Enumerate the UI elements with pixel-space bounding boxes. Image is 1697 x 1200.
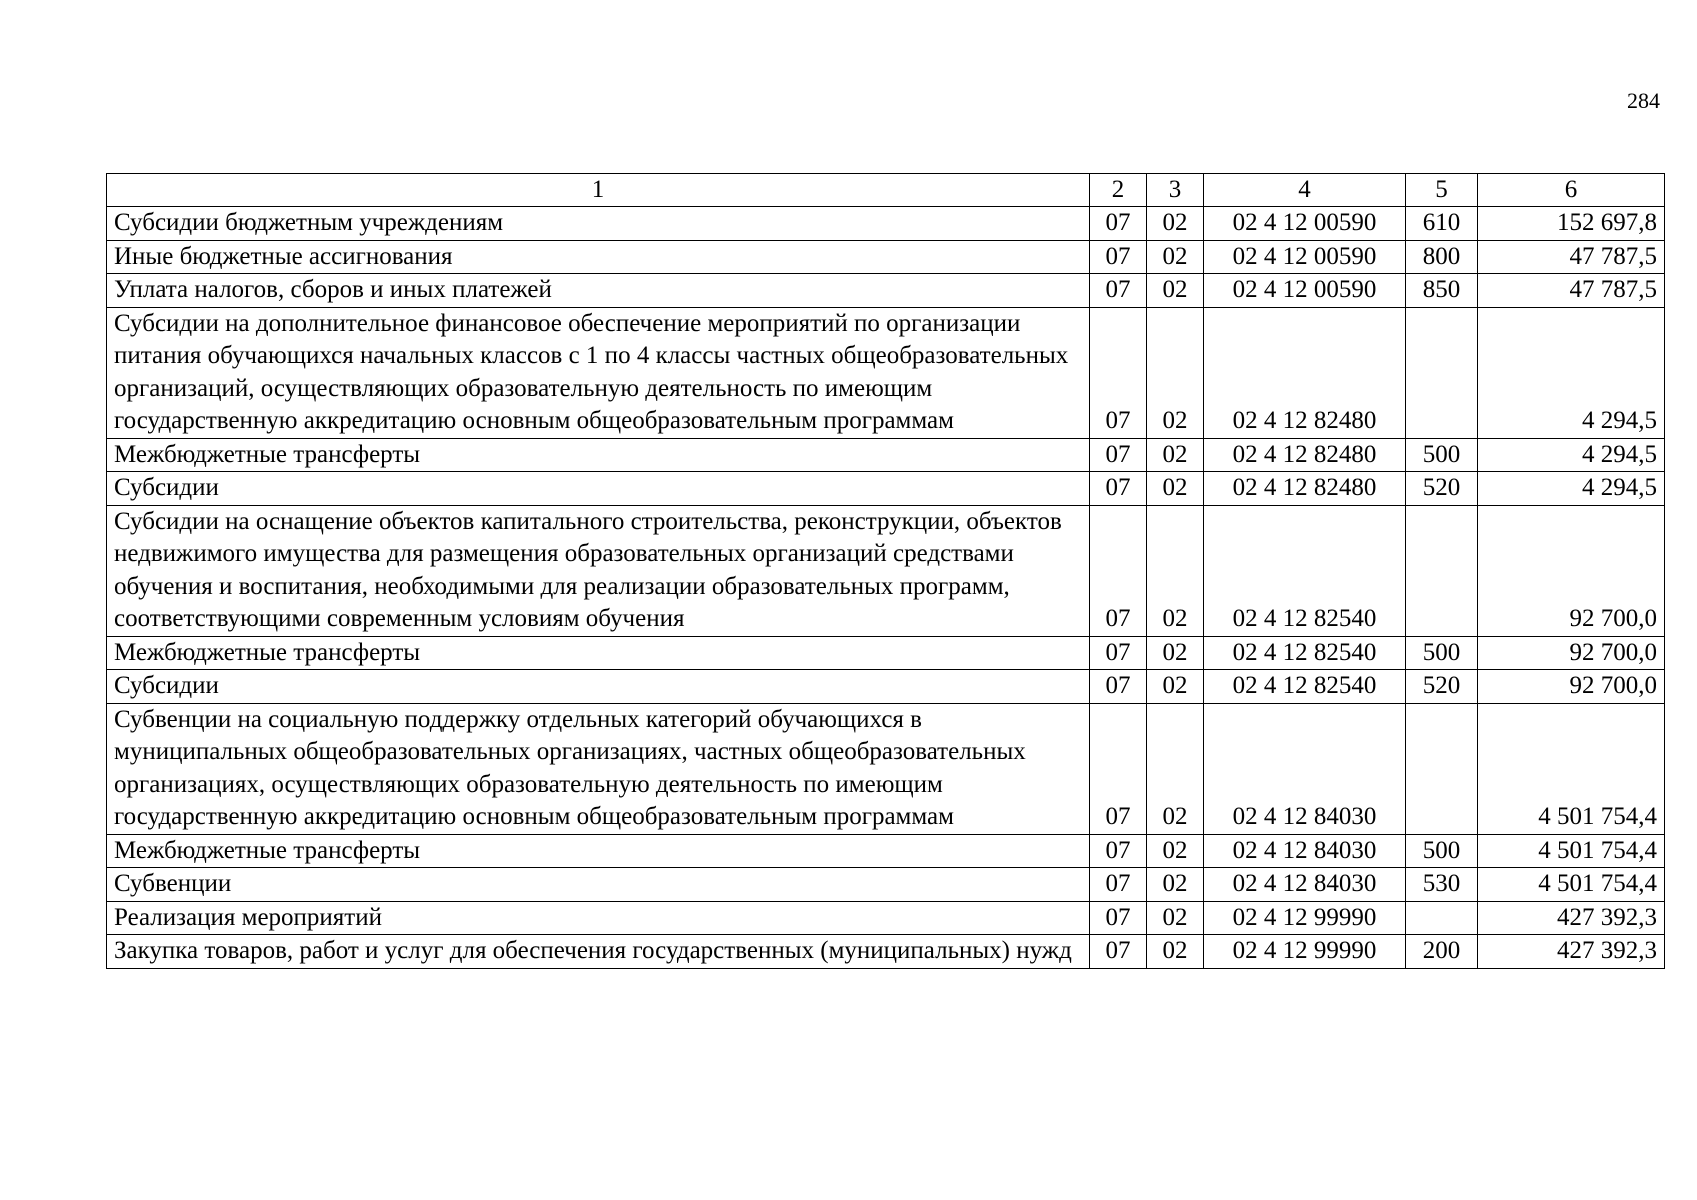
- target-article-cell: 02 4 12 99990: [1204, 935, 1406, 969]
- target-article-cell: 02 4 12 84030: [1204, 703, 1406, 834]
- amount-cell: 47 787,5: [1478, 240, 1665, 274]
- row-name-cell: Субсидии на дополнительное финансовое обеспечение мероприятий по организации питания обучающихся начальных классов с 1 по 4 классы частных общеобразовательных организаций, осуществляющих образовательную деятельность по имеющим государственную аккредитацию основным общеобразовательным программам: [107, 307, 1090, 438]
- subsection-cell: 02: [1147, 207, 1204, 241]
- table-row: [107, 307, 1665, 438]
- row-name-cell: Субсидии бюджетным учреждениям: [107, 207, 1090, 241]
- section-cell: 07: [1090, 834, 1147, 868]
- table-body: [107, 207, 1665, 969]
- amount-cell: 152 697,8: [1478, 207, 1665, 241]
- amount-cell: 92 700,0: [1478, 670, 1665, 704]
- subsection-cell: 02: [1147, 240, 1204, 274]
- expense-type-cell: 500: [1406, 636, 1478, 670]
- expense-type-cell: [1406, 505, 1478, 636]
- budget-table: [106, 173, 1665, 969]
- subsection-cell: 02: [1147, 901, 1204, 935]
- section-cell: 07: [1090, 703, 1147, 834]
- expense-type-cell: 610: [1406, 207, 1478, 241]
- amount-cell: 4 501 754,4: [1478, 834, 1665, 868]
- table-row: [107, 505, 1665, 636]
- subsection-cell: 02: [1147, 438, 1204, 472]
- expense-type-cell: 530: [1406, 868, 1478, 902]
- column-header: 5: [1406, 174, 1478, 207]
- row-name-cell: Субсидии: [107, 670, 1090, 704]
- row-name-cell: Иные бюджетные ассигнования: [107, 240, 1090, 274]
- section-cell: 07: [1090, 240, 1147, 274]
- row-name-cell: Субсидии на оснащение объектов капитального строительства, реконструкции, объектов недвижимого имущества для размещения образовательных организаций средствами обучения и воспитания, необходимыми для реализации образовательных программ, соответствующими современным условиям обучения: [107, 505, 1090, 636]
- section-cell: 07: [1090, 901, 1147, 935]
- row-name-cell: Уплата налогов, сборов и иных платежей: [107, 274, 1090, 308]
- row-name-cell: Реализация мероприятий: [107, 901, 1090, 935]
- expense-type-cell: 520: [1406, 472, 1478, 506]
- expense-type-cell: 200: [1406, 935, 1478, 969]
- table-row: [107, 636, 1665, 670]
- section-cell: 07: [1090, 438, 1147, 472]
- section-cell: 07: [1090, 472, 1147, 506]
- subsection-cell: 02: [1147, 636, 1204, 670]
- amount-cell: 4 294,5: [1478, 307, 1665, 438]
- expense-type-cell: [1406, 901, 1478, 935]
- expense-type-cell: [1406, 307, 1478, 438]
- row-name-cell: Закупка товаров, работ и услуг для обеспечения государственных (муниципальных) нужд: [107, 935, 1090, 969]
- expense-type-cell: 850: [1406, 274, 1478, 308]
- row-name-cell: Субвенции: [107, 868, 1090, 902]
- table-row: [107, 834, 1665, 868]
- row-name-cell: Субсидии: [107, 472, 1090, 506]
- amount-cell: 4 501 754,4: [1478, 868, 1665, 902]
- subsection-cell: 02: [1147, 868, 1204, 902]
- amount-cell: 427 392,3: [1478, 901, 1665, 935]
- section-cell: 07: [1090, 274, 1147, 308]
- subsection-cell: 02: [1147, 505, 1204, 636]
- section-cell: 07: [1090, 935, 1147, 969]
- target-article-cell: 02 4 12 82480: [1204, 307, 1406, 438]
- target-article-cell: 02 4 12 82480: [1204, 472, 1406, 506]
- target-article-cell: 02 4 12 82540: [1204, 670, 1406, 704]
- section-cell: 07: [1090, 868, 1147, 902]
- amount-cell: 427 392,3: [1478, 935, 1665, 969]
- expense-type-cell: 520: [1406, 670, 1478, 704]
- column-header: 1: [107, 174, 1090, 207]
- target-article-cell: 02 4 12 84030: [1204, 834, 1406, 868]
- target-article-cell: 02 4 12 00590: [1204, 274, 1406, 308]
- amount-cell: 4 501 754,4: [1478, 703, 1665, 834]
- table-header-row: [107, 174, 1665, 207]
- subsection-cell: 02: [1147, 307, 1204, 438]
- table-row: [107, 274, 1665, 308]
- section-cell: 07: [1090, 636, 1147, 670]
- target-article-cell: 02 4 12 00590: [1204, 240, 1406, 274]
- subsection-cell: 02: [1147, 472, 1204, 506]
- column-header: 3: [1147, 174, 1204, 207]
- subsection-cell: 02: [1147, 703, 1204, 834]
- subsection-cell: 02: [1147, 935, 1204, 969]
- table-row: [107, 670, 1665, 704]
- section-cell: 07: [1090, 505, 1147, 636]
- target-article-cell: 02 4 12 00590: [1204, 207, 1406, 241]
- row-name-cell: Межбюджетные трансферты: [107, 636, 1090, 670]
- expense-type-cell: 800: [1406, 240, 1478, 274]
- section-cell: 07: [1090, 670, 1147, 704]
- expense-type-cell: 500: [1406, 834, 1478, 868]
- table-row: [107, 703, 1665, 834]
- target-article-cell: 02 4 12 84030: [1204, 868, 1406, 902]
- row-name-cell: Межбюджетные трансферты: [107, 438, 1090, 472]
- table-row: [107, 935, 1665, 969]
- column-header: 2: [1090, 174, 1147, 207]
- target-article-cell: 02 4 12 82540: [1204, 636, 1406, 670]
- subsection-cell: 02: [1147, 274, 1204, 308]
- amount-cell: 4 294,5: [1478, 472, 1665, 506]
- table-row: [107, 438, 1665, 472]
- amount-cell: 47 787,5: [1478, 274, 1665, 308]
- target-article-cell: 02 4 12 82540: [1204, 505, 1406, 636]
- subsection-cell: 02: [1147, 834, 1204, 868]
- table-row: [107, 472, 1665, 506]
- target-article-cell: 02 4 12 82480: [1204, 438, 1406, 472]
- target-article-cell: 02 4 12 99990: [1204, 901, 1406, 935]
- amount-cell: 92 700,0: [1478, 505, 1665, 636]
- table-row: [107, 901, 1665, 935]
- section-cell: 07: [1090, 307, 1147, 438]
- expense-type-cell: 500: [1406, 438, 1478, 472]
- table-row: [107, 207, 1665, 241]
- row-name-cell: Межбюджетные трансферты: [107, 834, 1090, 868]
- column-header: 4: [1204, 174, 1406, 207]
- column-header: 6: [1478, 174, 1665, 207]
- table-row: [107, 240, 1665, 274]
- amount-cell: 92 700,0: [1478, 636, 1665, 670]
- page-number: 284: [1627, 88, 1660, 113]
- section-cell: 07: [1090, 207, 1147, 241]
- table-row: [107, 868, 1665, 902]
- subsection-cell: 02: [1147, 670, 1204, 704]
- row-name-cell: Субвенции на социальную поддержку отдельных категорий обучающихся в муниципальных общеобразовательных организациях, частных общеобразовательных организациях, осуществляющих образовательную деятельность по имеющим государственную аккредитацию основным общеобразовательным программам: [107, 703, 1090, 834]
- expense-type-cell: [1406, 703, 1478, 834]
- amount-cell: 4 294,5: [1478, 438, 1665, 472]
